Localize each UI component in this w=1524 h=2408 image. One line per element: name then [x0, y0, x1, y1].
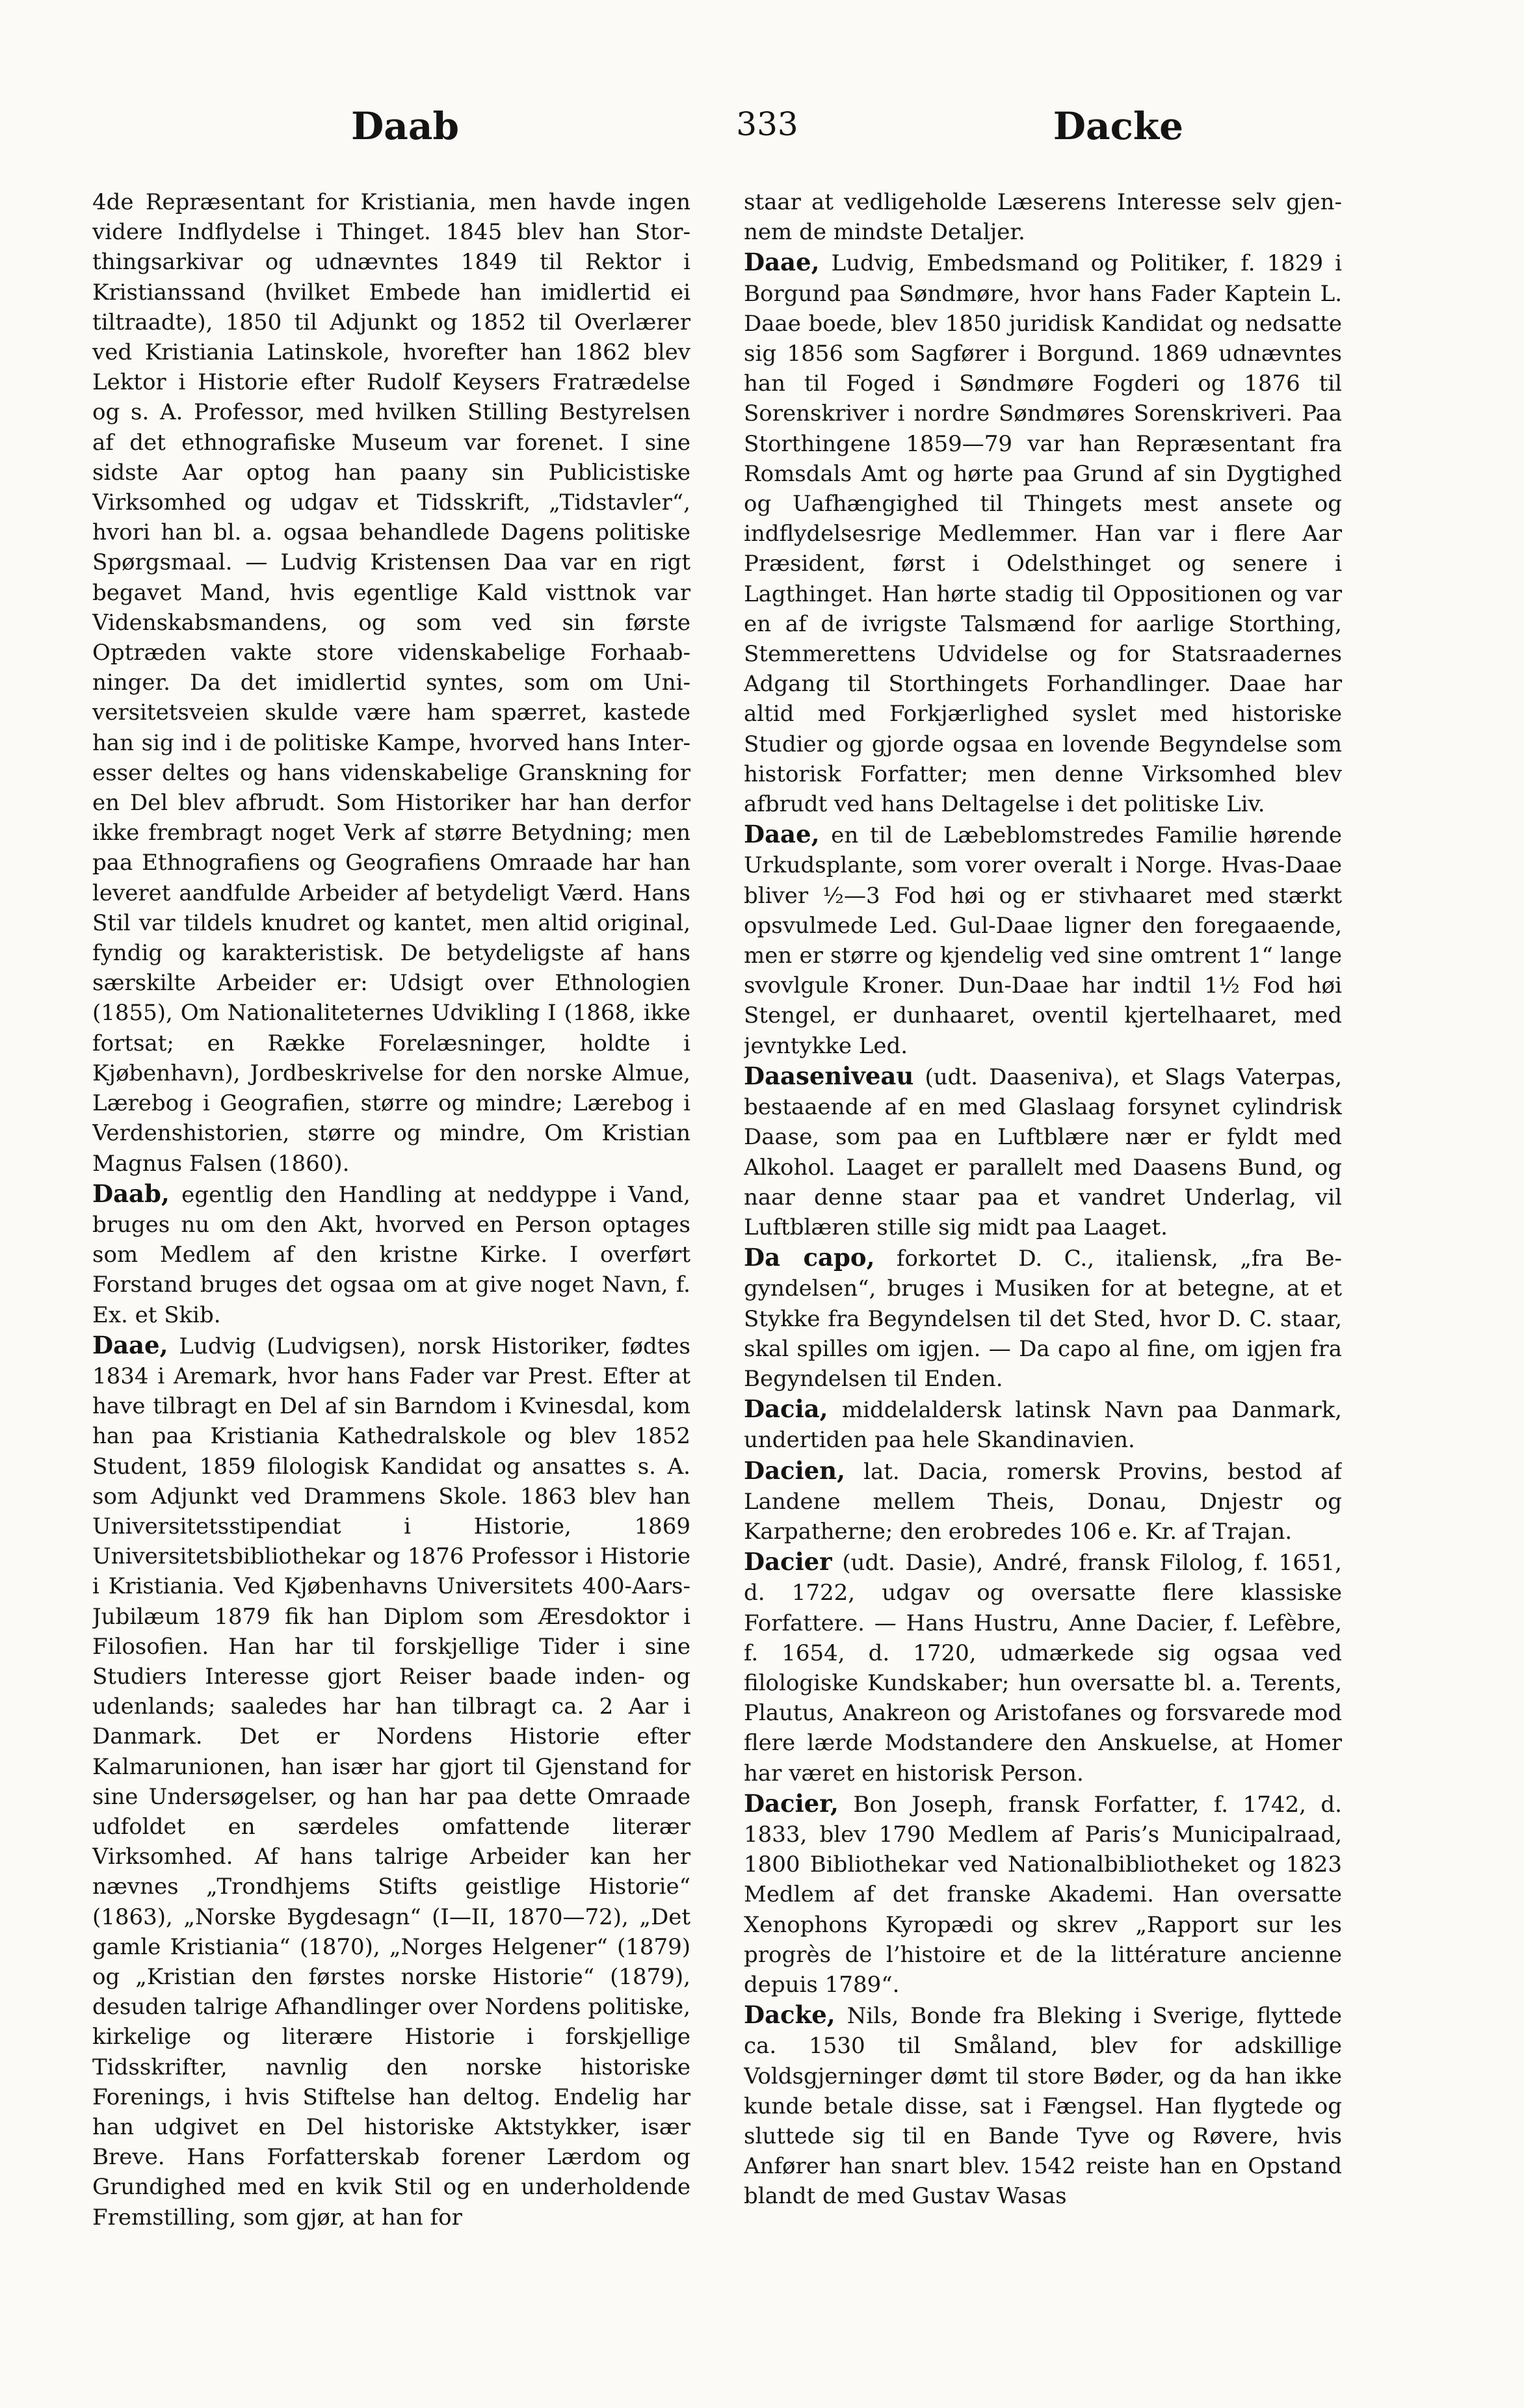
entry-headword: Dacier,: [744, 1788, 839, 1818]
entry-headword: Daab,: [92, 1179, 170, 1208]
entry-text: 4de Repræsentant for Kristiania, men havde ingen videre Indflydelse i Thinget. 1845 blev han Storthingsarkivar og udnævntes 1849 til Rektor i Kristianssand (hvilket Embede han imidlertid ei tiltraadte), 1850 til Adjunkt og 1852 til Overlærer ved Kristiania Latinskole, hvorefter han 1862 blev Lektor i Historie efter Rudolf Keysers Fratrædelse og s. A. Professor, med hvilken Stilling Bestyrelsen af det ethnografiske Museum var forenet. I sine sidste Aar optog han paany sin Publicistiske Virksomhed og udgav et Tidsskrift, „Tidstavler“, hvori han bl. a. ogsaa behandlede Dagens politiske Spørgsmaal. — Ludvig Kristensen Daa var en rigt begavet Mand, hvis egentlige Kald visttnok var Videnskabsmandens, og som ved sin første Optræden vakte store videnskabelige Forhaabninger. Da det imidlertid syntes, som om Universitetsveien skulde være ham spærret, kastede han sig ind i de politiske Kampe, hvorved hans Interesser deltes og hans videnskabelige Granskning for en Del blev afbrudt. Som Historiker har han derfor ikke frembragt noget Verk af større Betydning; men paa Ethnografiens og Geografiens Omraade har han leveret aandfulde Arbeider af betydeligt Værd. Hans Stil var tildels knudret og kantet, men altid original, fyndig og karakteristisk. De betydeligste af hans særskilte Arbeider er: Udsigt over Ethnologien (1855), Om Nationaliteternes Udvikling I (1868, ikke fortsat; en Række Forelæsninger, holdte i Kjøbenhavn), Jordbeskrivelse for den norske Almue, Lærebog i Geografien, større og mindre; Lærebog i Verdenshistorien, større og mindre, Om Kristian Magnus Falsen (1860).: [92, 189, 690, 1177]
entry-paragraph: [744, 1456, 1342, 1547]
entry-paragraph: [92, 1179, 690, 1330]
left-guide-word: Daab: [351, 104, 460, 148]
entry-headword: Dacia,: [744, 1394, 828, 1424]
entry-headword: Daae,: [744, 820, 820, 849]
entry-paragraph: [744, 819, 1342, 1061]
entry-paragraph: [744, 1547, 1342, 1788]
entry-headword: Dacien,: [744, 1456, 845, 1485]
entry-text: Ludvig, Embedsmand og Politiker, f. 1829 i Borgund paa Søndmøre, hvor hans Fader Kaptein L. Daae boede, blev 1850 juridisk Kandidat og nedsatte sig 1856 som Sagfører i Borgund. 1869 udnævntes han til Foged i Søndmøre Fogderi og 1876 til Sorenskriver i nordre Søndmøres Sorenskriveri. Paa Storthingene 1859—79 var han Repræsentant fra Romsdals Amt og hørte paa Grund af sin Dygtighed og Uafhængighed til Thingets mest ansete og indflydelsesrige Medlemmer. Han var i flere Aar Præsident, først i Odelsthinget og senere i Lagthinget. Han hørte stadig til Oppositionen og var en af de ivrigste Talsmænd for aarlige Storthing, Stemmerettens Udvidelse og for Statsraadernes Adgang til Storthingets Forhandlinger. Daae har altid med Forkjærlighed syslet med historiske Studier og gjorde ogsaa en lovende Begyndelse som historisk Forfatter; men denne Virksomhed blev afbrudt ved hans Deltagelse i det politiske Liv.: [744, 250, 1342, 818]
entry-paragraph: [744, 1788, 1342, 2000]
page-header: [189, 104, 1346, 163]
entry-paragraph: [92, 186, 690, 1179]
entry-headword: Dacke,: [744, 2000, 835, 2030]
entry-headword: Da capo,: [744, 1243, 875, 1272]
entry-text: Bon Joseph, fransk Forfatter, f. 1742, d. 1833, blev 1790 Medlem af Paris’s Municipalraad, 1800 Bibliothekar ved Nationalbibliotheket og 1823 Medlem af det franske Akademi. Han oversatte Xenophons Kyropædi og skrev „Rapport sur les progrès de l’histoire et de la littérature ancienne depuis 1789“.: [744, 1791, 1342, 1998]
entry-text: lat. Dacia, romersk Provins, bestod af Landene mellem Theis, Donau, Dnjestr og Karpatherne; den erobredes 106 e. Kr. af Trajan.: [744, 1458, 1342, 1545]
entry-paragraph: [744, 1061, 1342, 1242]
page-number: 333: [736, 105, 798, 143]
entry-headword: Daae,: [744, 248, 820, 277]
entry-paragraph: [92, 1330, 690, 2232]
entry-paragraph: [744, 247, 1342, 819]
entry-headword: Dacier: [744, 1547, 832, 1577]
entry-text: forkortet D. C., italiensk, „fra Begyndelsen“, bruges i Musiken for at betegne, at et Stykke fra Begyndelsen til det Sted, hvor D. C. staar, skal spilles om igjen. — Da capo al fine, om igjen fra Begyndelsen til Enden.: [744, 1246, 1342, 1392]
entry-text: (udt. Dasie), André, fransk Filolog, f. 1651, d. 1722, udgav og oversatte flere klassiske Forfattere. — Hans Hustru, Anne Dacier, f. Lefèbre, f. 1654, d. 1720, udmærkede sig ogsaa ved filologiske Kundskaber; hun oversatte bl. a. Terents, Plautus, Anakreon og Aristofanes og forsvarede mod flere lærde Modstandere den Anskuelse, at Homer har været en historisk Person.: [744, 1550, 1342, 1786]
entry-paragraph: [744, 1394, 1342, 1455]
right-guide-word: Dacke: [1053, 104, 1183, 148]
entry-text: en til de Læbeblomstredes Familie hørende Urkudsplante, som vorer overalt i Norge. Hvas-Daae bliver ½—3 Fod høi og er stivhaaret med stærkt opsvulmede Led. Gul-Daae ligner den foregaaende, men er større og kjendelig ved sine omtrent 1“ lange svovlgule Kroner. Dun-Daae har indtil 1½ Fod høi Stengel, er dunhaaret, oventil kjertelhaaret, med jevntykke Led.: [744, 822, 1342, 1059]
right-column: [744, 186, 1342, 2318]
entry-headword: Daae,: [92, 1330, 168, 1359]
left-column: [92, 186, 690, 2318]
entry-text: (udt. Daaseniva), et Slags Vaterpas, bestaaende af en med Glaslaag forsynet cylindrisk Daase, som paa en Luftblære nær er fyldt med Alkohol. Laaget er parallelt med Daasens Bund, og naar denne staar paa et vandret Underlag, vil Luftblæren stille sig midt paa Laaget.: [744, 1064, 1342, 1240]
entry-paragraph: [744, 1242, 1342, 1394]
entry-text: Ludvig (Ludvigsen), norsk Historiker, fødtes 1834 i Aremark, hvor hans Fader var Prest. Efter at have tilbragt en Del af sin Barndom i Kvinesdal, kom han paa Kristiania Kathedralskole og blev 1852 Student, 1859 filologisk Kandidat og ansattes s. A. som Adjunkt ved Drammens Skole. 1863 blev han Universitetsstipendiat i Historie, 1869 Universitetsbibliothekar og 1876 Professor i Historie i Kristiania. Ved Kjøbenhavns Universitets 400-Aars-Jubilæum 1879 fik han Diplom som Æresdoktor i Filosofien. Han har til forskjellige Tider i sine Studiers Interesse gjort Reiser baade inden- og udenlands; saaledes har han tilbragt ca. 2 Aar i Danmark. Det er Nordens Historie efter Kalmarunionen, han især har gjort til Gjenstand for sine Undersøgelser, og han har paa dette Omraade udfoldet en særdeles omfattende literær Virksomhed. Af hans talrige Arbeider kan her nævnes „Trondhjems Stifts geistlige Historie“ (1863), „Norske Bygdesagn“ (I—II, 1870—72), „Det gamle Kristiania“ (1870), „Norges Helgener“ (1879) og „Kristian den førstes norske Historie“ (1879), desuden talrige Afhandlinger over Nordens politiske, kirkelige og literære Historie i forskjellige Tidsskrifter, navnlig den norske historiske Forenings, i hvis Stiftelse han deltog. Endelig har han udgivet en Del historiske Aktstykker, især Breve. Hans Forfatterskab forener Lærdom og Grundighed med en kvik Stil og en underholdende Fremstilling, som gjør, at han for: [92, 1333, 690, 2231]
entry-text: egentlig den Handling at neddyppe i Vand, bruges nu om den Akt, hvorved en Person optages som Medlem af den kristne Kirke. I overført Forstand bruges det ogsaa om at give noget Navn, f. Ex. et Skib.: [92, 1181, 690, 1328]
entry-paragraph: [744, 186, 1342, 247]
entry-headword: Daaseniveau: [744, 1061, 914, 1090]
entry-paragraph: [744, 2000, 1342, 2211]
entry-text: Nils, Bonde fra Bleking i Sverige, flyttede ca. 1530 til Småland, blev for adskillige Voldsgjerninger dømt til store Bøder, og da han ikke kunde betale disse, sat i Fængsel. Han flygtede og sluttede sig til en Bande Tyve og Røvere, hvis Anfører han snart blev. 1542 reiste han en Opstand blandt de med Gustav Wasas: [744, 2003, 1342, 2210]
entry-text: middelaldersk latinsk Navn paa Danmark, undertiden paa hele Skandinavien.: [744, 1397, 1342, 1454]
entry-text: staar at vedligeholde Læserens Interesse selv gjennem de mindste Detaljer.: [744, 189, 1342, 246]
